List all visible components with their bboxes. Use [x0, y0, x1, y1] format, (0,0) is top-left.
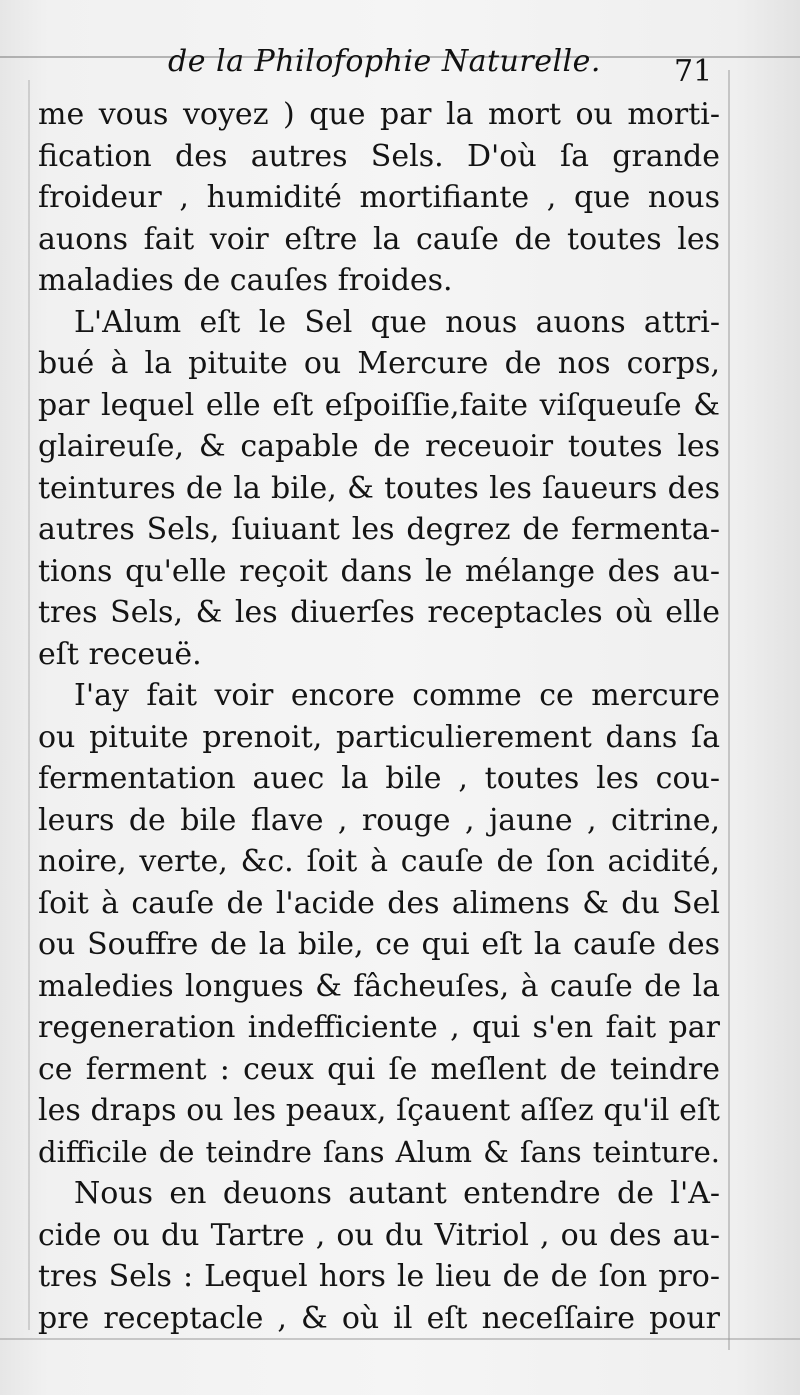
text-line: ou pituite prenoit, particulierement dans ſa	[38, 719, 720, 755]
text-line: fermentation auec la bile , toutes les cou-	[38, 761, 720, 796]
right-page-edge	[728, 70, 730, 1350]
text-line: teintures de la bile, & toutes les ſaueurs des	[38, 470, 720, 506]
page-number: 71	[674, 54, 713, 89]
text-line: noire, verte, &c. ſoit à cauſe de ſon acidité,	[38, 844, 720, 879]
text-line: maladies de cauſes froides.	[38, 263, 453, 298]
text-line: froideur , humidité mortifiante , que nous	[38, 180, 720, 215]
text-line: difficile de teindre ſans Alum & ſans teinture.	[38, 1134, 720, 1169]
body-text	[38, 94, 720, 1339]
text-line: tres Sels : Lequel hors le lieu de de ſon pro-	[38, 1259, 720, 1294]
text-line: pre receptacle , & où il eſt neceſſaire pour	[38, 1300, 720, 1336]
running-title: de la Philofophie Naturelle.	[168, 44, 601, 79]
text-line: ſoit à cauſe de l'acide des alimens & du Sel	[38, 885, 720, 921]
text-line: autres Sels, ſuiuant les degrez de fermenta-	[38, 512, 720, 547]
text-line: me vous voyez ) que par la mort ou morti-	[38, 97, 720, 132]
text-line: les draps ou les peaux, ſçauent aſſez qu'il eſt	[38, 1093, 720, 1128]
text-line: eſt receuë.	[38, 636, 202, 672]
text-line: L'Alum eſt le Sel que nous auons attri-	[74, 304, 720, 340]
text-line: cide ou du Tartre , ou du Vitriol , ou des au-	[38, 1217, 720, 1253]
text-line: fication des autres Sels. D'où ſa grande	[38, 138, 720, 174]
text-line: leurs de bile flave , rouge , jaune , citrine,	[38, 802, 720, 838]
text-line: I'ay fait voir encore comme ce mercure	[74, 678, 720, 713]
text-line: tres Sels, & les diuerſes receptacles où elle	[38, 595, 720, 630]
text-line: maledies longues & fâcheuſes, à cauſe de la	[38, 968, 720, 1004]
left-page-edge	[28, 80, 30, 1330]
text-line: par lequel elle eſt eſpoiſſie,faite viſqueuſe &	[38, 387, 720, 423]
text-line: glaireuſe, & capable de receuoir toutes les	[38, 429, 720, 464]
text-line: ou Souffre de la bile, ce qui eſt la cauſe des	[38, 927, 720, 962]
text-line: regeneration indefficiente , qui s'en fait par	[38, 1010, 720, 1045]
text-line: ce ferment : ceux qui ſe meſlent de teindre	[38, 1051, 720, 1087]
text-line: tions qu'elle reçoit dans le mélange des au-	[38, 553, 720, 589]
text-line: bué à la pituite ou Mercure de nos corps,	[38, 346, 720, 381]
text-line: auons fait voir eſtre la cauſe de toutes les	[38, 221, 720, 257]
text-line: Nous en deuons autant entendre de l'A-	[74, 1176, 720, 1211]
